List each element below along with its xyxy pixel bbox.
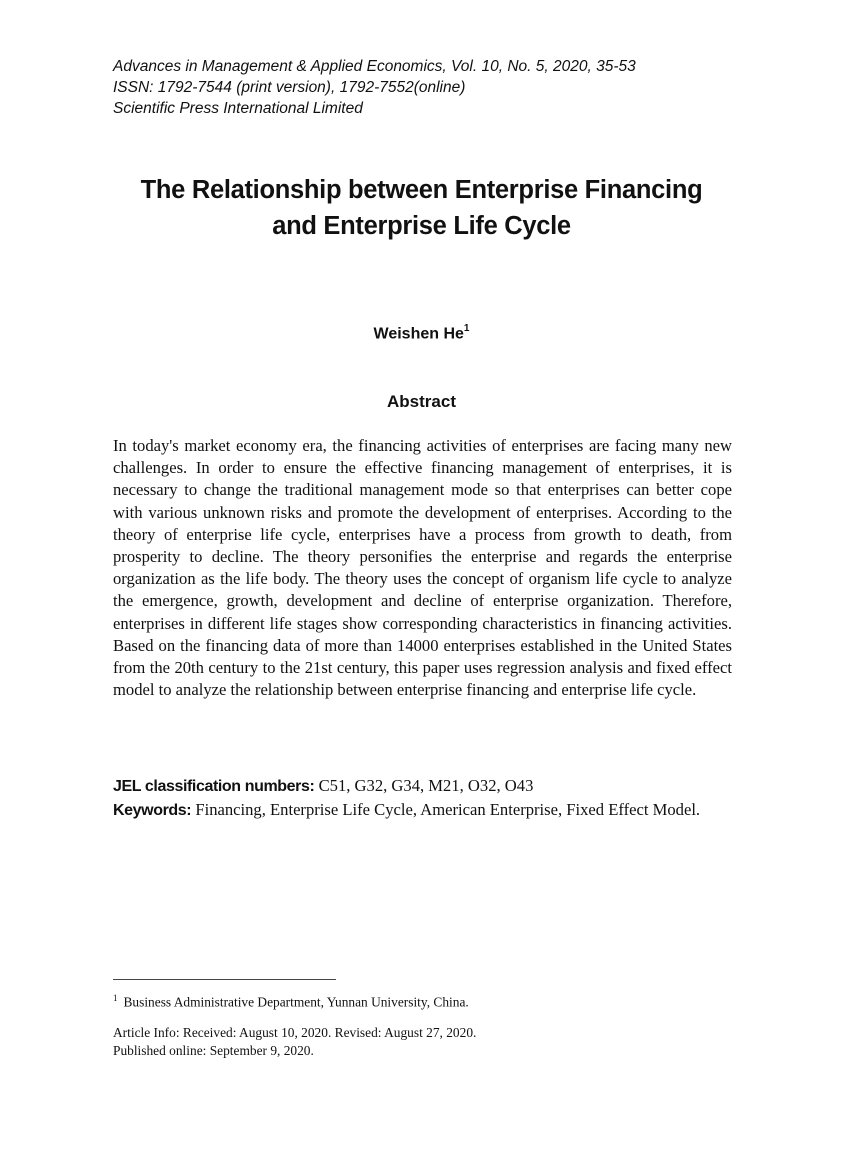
keywords-label: Keywords: (113, 802, 192, 819)
keywords-value: Financing, Enterprise Life Cycle, American Enterprise, Fixed Effect Model. (195, 800, 701, 819)
paper-title (100, 172, 743, 244)
classification-block (113, 774, 732, 822)
author-line (100, 324, 743, 343)
jel-label: JEL classification numbers: (113, 778, 315, 795)
footnote (113, 990, 469, 1010)
article-info (113, 1024, 476, 1059)
journal-header (113, 56, 636, 119)
keywords-line (113, 798, 732, 822)
jel-line (113, 774, 732, 798)
article-info-received: Article Info: Received: August 10, 2020. Revised: August 27, 2020. (113, 1025, 477, 1040)
jel-value: C51, G32, G34, M21, O32, O43 (318, 776, 534, 795)
footnote-mark: 1 (113, 993, 118, 1003)
title-line-2: and Enterprise Life Cycle (272, 212, 571, 240)
publisher-line: Scientific Press International Limited (113, 100, 363, 117)
issn-line: ISSN: 1792-7544 (print version), 1792-7552(online) (113, 79, 466, 96)
footnote-divider (113, 979, 336, 980)
article-info-published: Published online: September 9, 2020. (113, 1042, 314, 1058)
journal-citation: Advances in Management & Applied Economics, Vol. 10, No. 5, 2020, 35-53 (113, 58, 636, 75)
author-name: Weishen He (373, 325, 464, 343)
title-line-1: The Relationship between Enterprise Financing (140, 176, 703, 204)
abstract-text: In today's market economy era, the financing activities of enterprises are facing many new challenges. In order to ensure the effective financing management of enterprises, it is necessary to change the traditional management mode so that enterprises can better cope with various unknown risks and promote the development of enterprises. According to the theory of enterprise life cycle, enterprises have a process from growth to death, from prosperity to decline. The theory personifies the enterprise and regards the enterprise organization as the life body. The theory uses the concept of organism life cycle to analyze the emergence, growth, development and decline of enterprise organization. Therefore, enterprises in different life stages show corresponding characteristics in financing activities. Based on the financing data of more than 14000 enterprises established in the United States from the 20th century to the 21st century, this paper uses regression analysis and fixed effect model to analyze the relationship between enterprise financing and enterprise life cycle. (113, 436, 732, 700)
abstract-heading: Abstract (387, 392, 456, 411)
footnote-text: Business Administrative Department, Yunnan University, China. (123, 994, 469, 1010)
author-footnote-mark: 1 (463, 323, 470, 334)
